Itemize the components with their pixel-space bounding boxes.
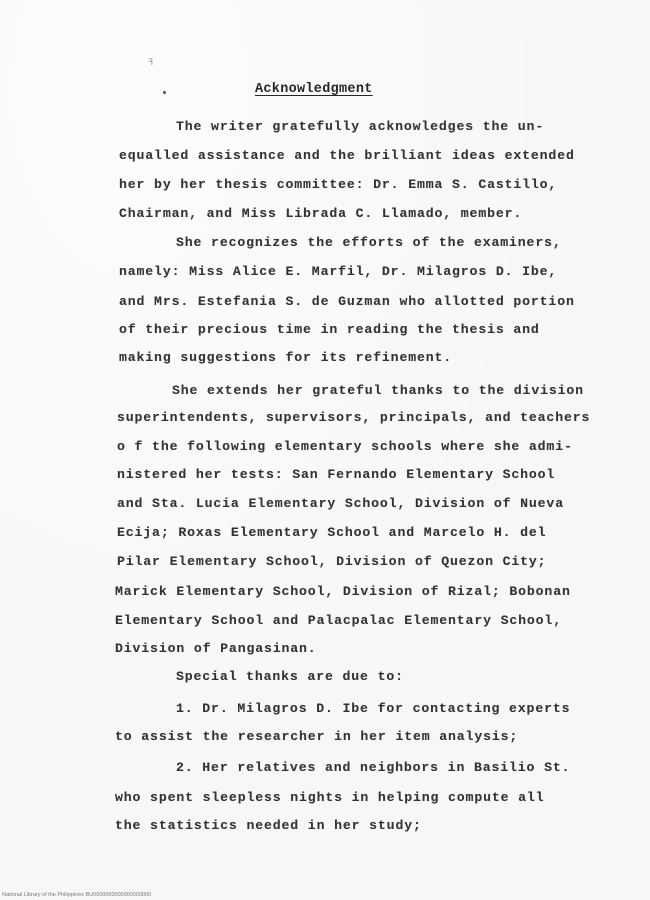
text-line: equalled assistance and the brilliant ideas extended [119, 148, 575, 163]
text-line: She recognizes the efforts of the examiners, [176, 235, 562, 250]
ink-dot [163, 91, 166, 94]
text-line: Ecija; Roxas Elementary School and Marcelo H. del [117, 525, 547, 540]
text-line: Marick Elementary School, Division of Rizal; Bobonan [115, 584, 571, 599]
text-line: Chairman, and Miss Librada C. Llamado, member. [119, 206, 523, 221]
text-line: Special thanks are due to: [176, 669, 404, 684]
corner-mark: ꟻ [148, 58, 155, 68]
text-line: superintendents, supervisors, principals, and teachers [117, 410, 591, 425]
text-line: 2. Her relatives and neighbors in Basilio St. [176, 760, 571, 775]
text-line: nistered her tests: San Fernando Elementary School [117, 467, 556, 482]
text-line: Division of Pangasinan. [115, 641, 317, 656]
text-line: 1. Dr. Milagros D. Ibe for contacting experts [176, 701, 571, 716]
page-title: Acknowledgment [255, 82, 373, 97]
text-line: Elementary School and Palacpalac Elementary School, [115, 613, 562, 628]
text-line: namely: Miss Alice E. Marfil, Dr. Milagros D. Ibe, [119, 264, 558, 279]
text-line: to assist the researcher in her item analysis; [115, 729, 519, 744]
text-line: Pilar Elementary School, Division of Quezon City; [117, 554, 547, 569]
text-line: making suggestions for its refinement. [119, 350, 453, 365]
text-line: of their precious time in reading the thesis and [119, 322, 540, 337]
text-line: the statistics needed in her study; [115, 818, 422, 833]
text-line: her by her thesis committee: Dr. Emma S. Castillo, [119, 177, 558, 192]
text-line: and Mrs. Estefania S. de Guzman who allotted portion [119, 294, 575, 309]
text-line: who spent sleepless nights in helping compute all [115, 790, 545, 805]
scan-footer: National Library of the Philippines BU0000000000000000000 [2, 892, 152, 898]
text-line: The writer gratefully acknowledges the un- [176, 119, 545, 134]
text-line: and Sta. Lucia Elementary School, Division of Nueva [117, 496, 564, 511]
text-line: o f the following elementary schools where she admi- [117, 439, 573, 454]
text-line: She extends her grateful thanks to the division [172, 383, 584, 398]
